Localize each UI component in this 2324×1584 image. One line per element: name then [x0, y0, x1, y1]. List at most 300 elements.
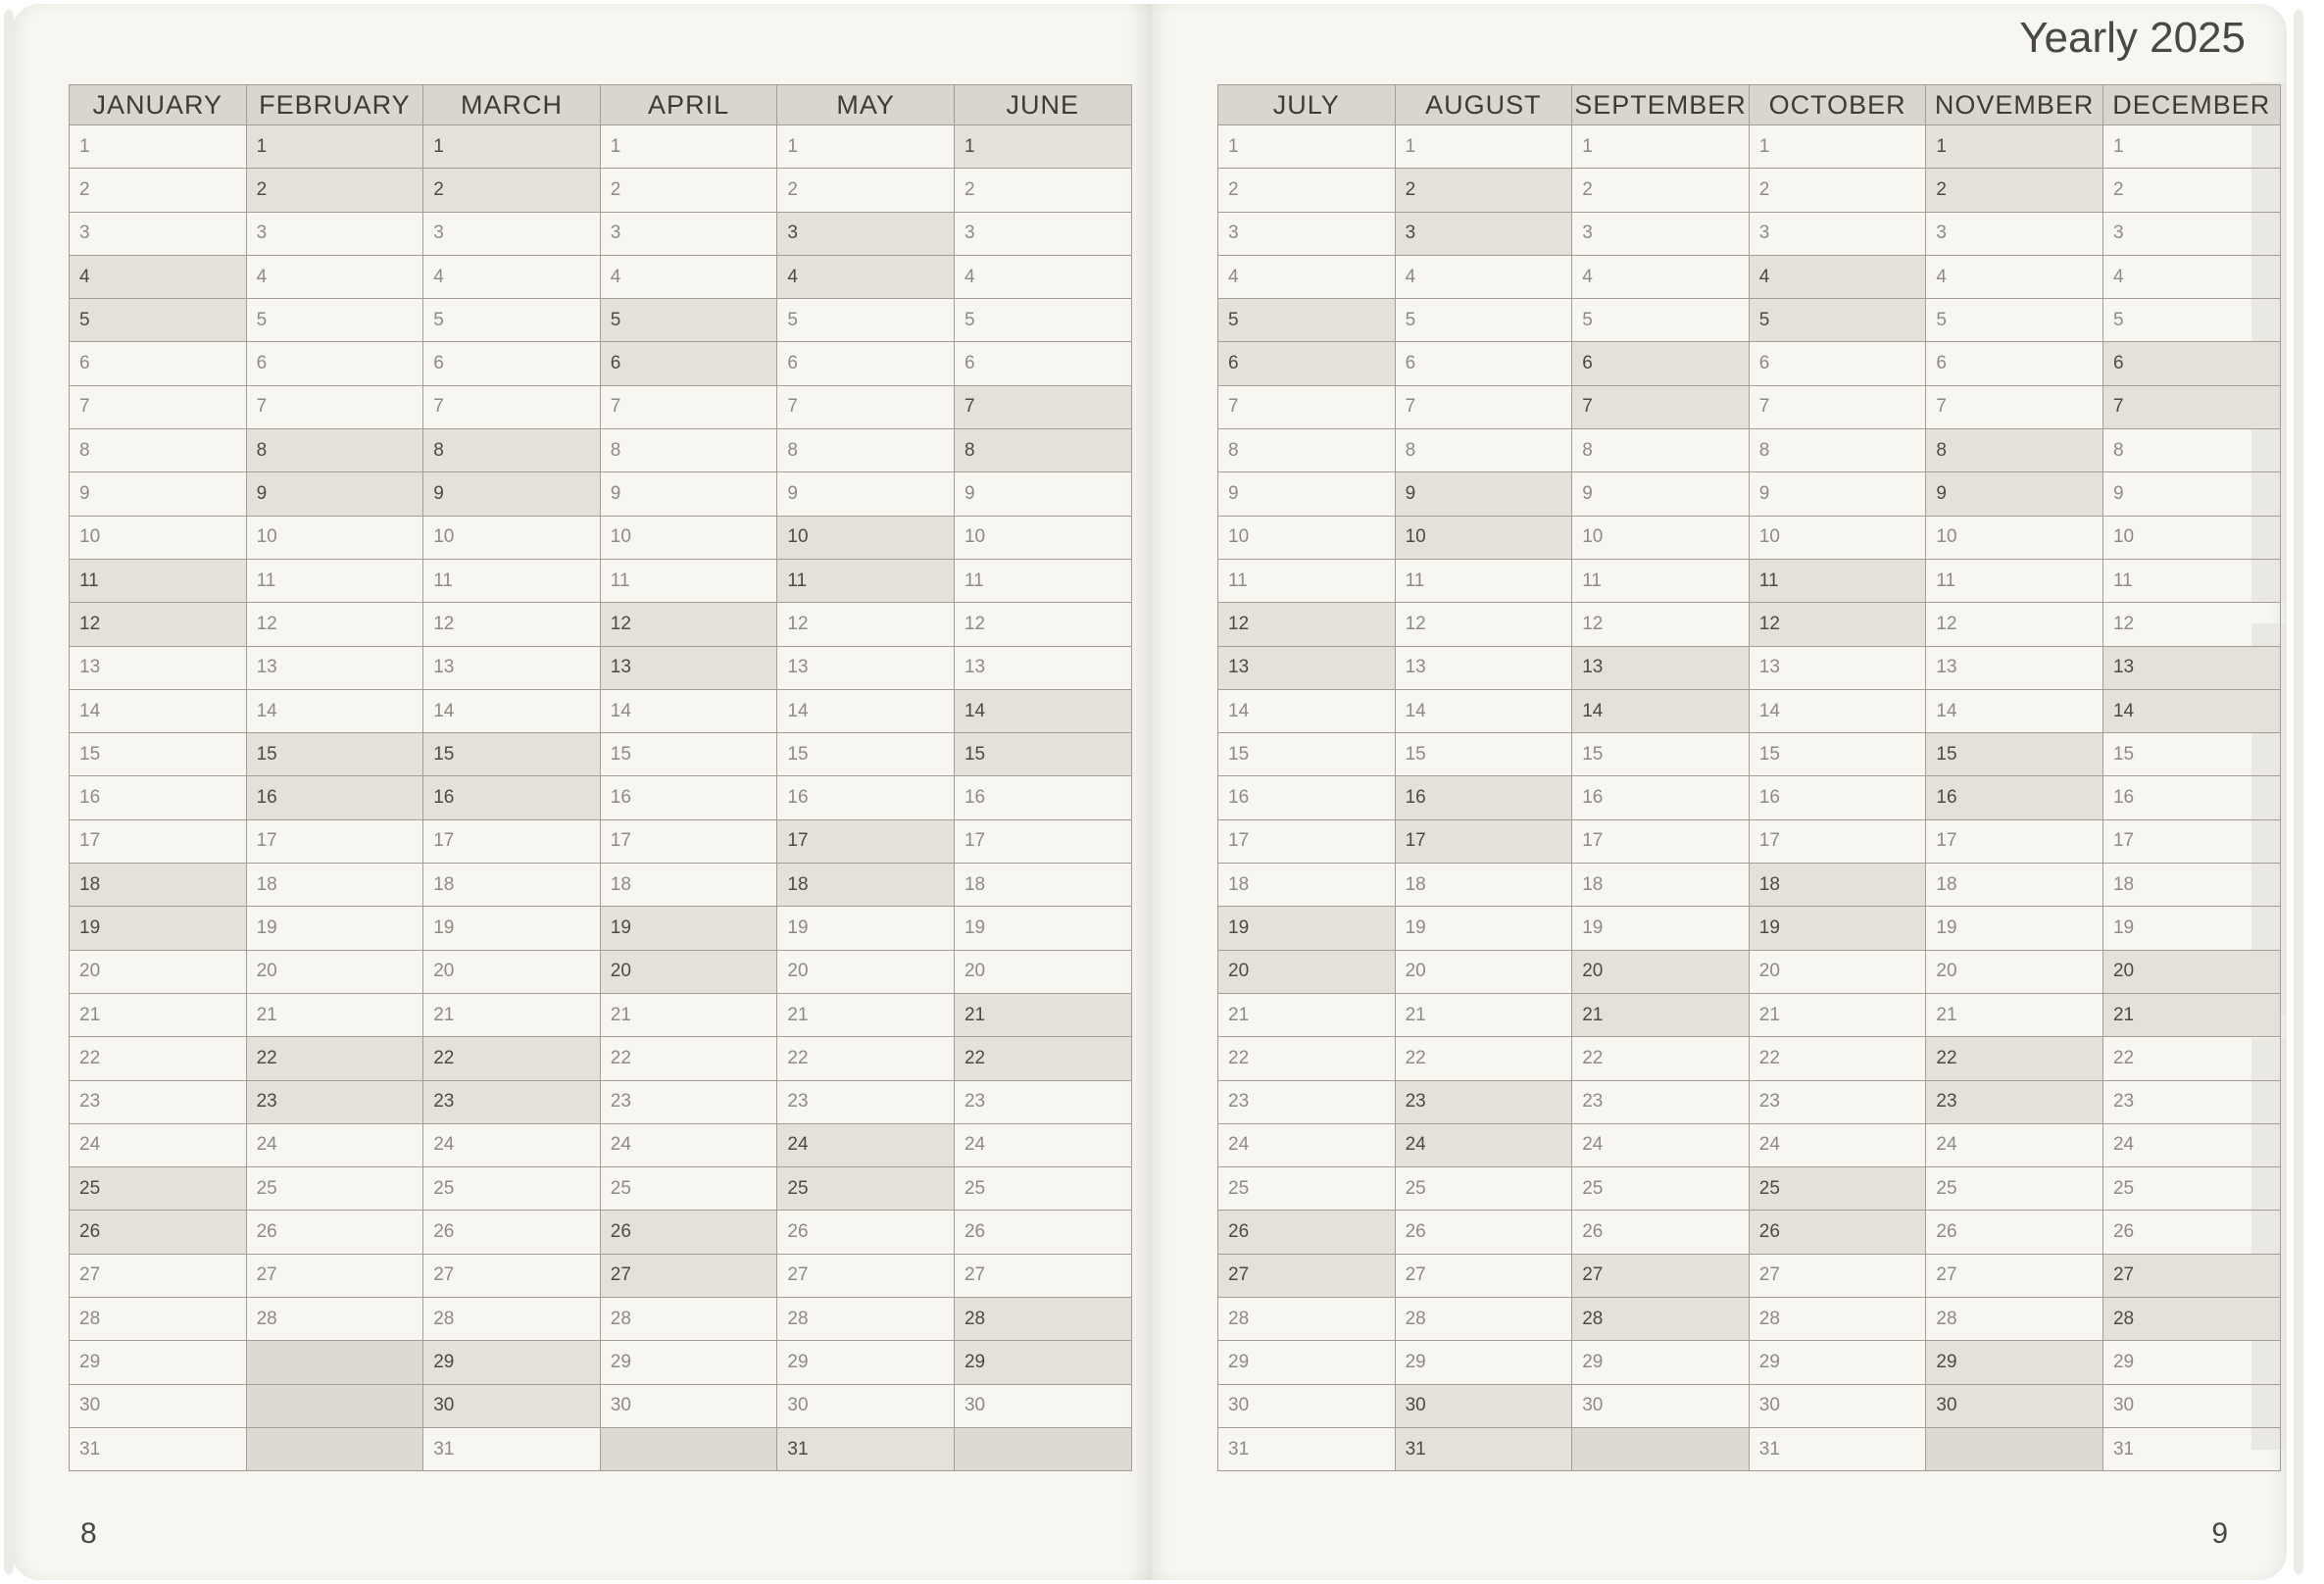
day-cell-august-12[interactable]: 12	[1395, 603, 1572, 646]
day-cell-march-27[interactable]: 27	[423, 1254, 601, 1297]
day-cell-november-17[interactable]: 17	[1926, 819, 2103, 863]
day-cell-april-13[interactable]: 13	[600, 646, 777, 689]
day-cell-september-26[interactable]: 26	[1572, 1211, 1750, 1254]
day-cell-november-11[interactable]: 11	[1926, 559, 2103, 602]
day-cell-december-29[interactable]: 29	[2102, 1341, 2280, 1384]
day-cell-november-16[interactable]: 16	[1926, 776, 2103, 819]
day-cell-august-2[interactable]: 2	[1395, 169, 1572, 212]
day-cell-august-11[interactable]: 11	[1395, 559, 1572, 602]
day-cell-may-22[interactable]: 22	[777, 1037, 955, 1080]
day-cell-november-25[interactable]: 25	[1926, 1167, 2103, 1211]
day-cell-april-17[interactable]: 17	[600, 819, 777, 863]
day-cell-february-24[interactable]: 24	[246, 1123, 423, 1166]
day-cell-may-4[interactable]: 4	[777, 255, 955, 298]
day-cell-july-4[interactable]: 4	[1218, 255, 1396, 298]
day-cell-may-19[interactable]: 19	[777, 907, 955, 950]
day-cell-august-29[interactable]: 29	[1395, 1341, 1572, 1384]
day-cell-may-23[interactable]: 23	[777, 1080, 955, 1123]
day-cell-december-4[interactable]: 4	[2102, 255, 2280, 298]
day-cell-july-6[interactable]: 6	[1218, 342, 1396, 385]
day-cell-january-21[interactable]: 21	[70, 993, 247, 1036]
day-cell-may-31[interactable]: 31	[777, 1427, 955, 1470]
day-cell-august-27[interactable]: 27	[1395, 1254, 1572, 1297]
day-cell-july-13[interactable]: 13	[1218, 646, 1396, 689]
day-cell-june-9[interactable]: 9	[954, 472, 1131, 516]
day-cell-january-13[interactable]: 13	[70, 646, 247, 689]
day-cell-september-12[interactable]: 12	[1572, 603, 1750, 646]
day-cell-september-19[interactable]: 19	[1572, 907, 1750, 950]
day-cell-april-30[interactable]: 30	[600, 1384, 777, 1427]
day-cell-february-3[interactable]: 3	[246, 212, 423, 255]
day-cell-march-19[interactable]: 19	[423, 907, 601, 950]
day-cell-may-25[interactable]: 25	[777, 1167, 955, 1211]
day-cell-march-18[interactable]: 18	[423, 864, 601, 907]
day-cell-january-6[interactable]: 6	[70, 342, 247, 385]
day-cell-july-9[interactable]: 9	[1218, 472, 1396, 516]
day-cell-july-31[interactable]: 31	[1218, 1427, 1396, 1470]
day-cell-august-7[interactable]: 7	[1395, 385, 1572, 428]
day-cell-february-27[interactable]: 27	[246, 1254, 423, 1297]
day-cell-may-12[interactable]: 12	[777, 603, 955, 646]
day-cell-january-15[interactable]: 15	[70, 733, 247, 776]
day-cell-october-1[interactable]: 1	[1749, 125, 1926, 169]
day-cell-july-14[interactable]: 14	[1218, 689, 1396, 732]
day-cell-january-3[interactable]: 3	[70, 212, 247, 255]
day-cell-december-7[interactable]: 7	[2102, 385, 2280, 428]
day-cell-july-18[interactable]: 18	[1218, 864, 1396, 907]
day-cell-january-26[interactable]: 26	[70, 1211, 247, 1254]
day-cell-march-16[interactable]: 16	[423, 776, 601, 819]
day-cell-april-15[interactable]: 15	[600, 733, 777, 776]
day-cell-may-17[interactable]: 17	[777, 819, 955, 863]
day-cell-december-15[interactable]: 15	[2102, 733, 2280, 776]
day-cell-july-15[interactable]: 15	[1218, 733, 1396, 776]
day-cell-may-14[interactable]: 14	[777, 689, 955, 732]
day-cell-may-24[interactable]: 24	[777, 1123, 955, 1166]
day-cell-january-2[interactable]: 2	[70, 169, 247, 212]
day-cell-june-11[interactable]: 11	[954, 559, 1131, 602]
day-cell-february-6[interactable]: 6	[246, 342, 423, 385]
day-cell-april-8[interactable]: 8	[600, 429, 777, 472]
day-cell-may-18[interactable]: 18	[777, 864, 955, 907]
day-cell-june-15[interactable]: 15	[954, 733, 1131, 776]
day-cell-march-24[interactable]: 24	[423, 1123, 601, 1166]
day-cell-february-4[interactable]: 4	[246, 255, 423, 298]
day-cell-february-16[interactable]: 16	[246, 776, 423, 819]
day-cell-december-11[interactable]: 11	[2102, 559, 2280, 602]
day-cell-november-24[interactable]: 24	[1926, 1123, 2103, 1166]
day-cell-september-2[interactable]: 2	[1572, 169, 1750, 212]
day-cell-july-2[interactable]: 2	[1218, 169, 1396, 212]
day-cell-january-18[interactable]: 18	[70, 864, 247, 907]
day-cell-october-17[interactable]: 17	[1749, 819, 1926, 863]
day-cell-november-1[interactable]: 1	[1926, 125, 2103, 169]
day-cell-june-29[interactable]: 29	[954, 1341, 1131, 1384]
day-cell-october-2[interactable]: 2	[1749, 169, 1926, 212]
day-cell-july-7[interactable]: 7	[1218, 385, 1396, 428]
day-cell-april-19[interactable]: 19	[600, 907, 777, 950]
day-cell-april-18[interactable]: 18	[600, 864, 777, 907]
day-cell-july-17[interactable]: 17	[1218, 819, 1396, 863]
day-cell-august-25[interactable]: 25	[1395, 1167, 1572, 1211]
day-cell-april-25[interactable]: 25	[600, 1167, 777, 1211]
day-cell-april-23[interactable]: 23	[600, 1080, 777, 1123]
day-cell-december-5[interactable]: 5	[2102, 299, 2280, 342]
day-cell-march-9[interactable]: 9	[423, 472, 601, 516]
day-cell-august-16[interactable]: 16	[1395, 776, 1572, 819]
day-cell-march-23[interactable]: 23	[423, 1080, 601, 1123]
day-cell-june-12[interactable]: 12	[954, 603, 1131, 646]
day-cell-november-22[interactable]: 22	[1926, 1037, 2103, 1080]
day-cell-march-31[interactable]: 31	[423, 1427, 601, 1470]
day-cell-march-28[interactable]: 28	[423, 1298, 601, 1341]
day-cell-december-14[interactable]: 14	[2102, 689, 2280, 732]
day-cell-july-20[interactable]: 20	[1218, 950, 1396, 993]
day-cell-august-4[interactable]: 4	[1395, 255, 1572, 298]
day-cell-december-30[interactable]: 30	[2102, 1384, 2280, 1427]
day-cell-may-27[interactable]: 27	[777, 1254, 955, 1297]
day-cell-january-5[interactable]: 5	[70, 299, 247, 342]
day-cell-march-29[interactable]: 29	[423, 1341, 601, 1384]
day-cell-october-12[interactable]: 12	[1749, 603, 1926, 646]
day-cell-december-23[interactable]: 23	[2102, 1080, 2280, 1123]
day-cell-march-25[interactable]: 25	[423, 1167, 601, 1211]
day-cell-november-7[interactable]: 7	[1926, 385, 2103, 428]
day-cell-july-5[interactable]: 5	[1218, 299, 1396, 342]
day-cell-december-13[interactable]: 13	[2102, 646, 2280, 689]
day-cell-june-1[interactable]: 1	[954, 125, 1131, 169]
day-cell-june-13[interactable]: 13	[954, 646, 1131, 689]
day-cell-february-9[interactable]: 9	[246, 472, 423, 516]
day-cell-june-22[interactable]: 22	[954, 1037, 1131, 1080]
day-cell-december-27[interactable]: 27	[2102, 1254, 2280, 1297]
day-cell-july-28[interactable]: 28	[1218, 1298, 1396, 1341]
day-cell-february-14[interactable]: 14	[246, 689, 423, 732]
day-cell-october-31[interactable]: 31	[1749, 1427, 1926, 1470]
day-cell-january-17[interactable]: 17	[70, 819, 247, 863]
day-cell-june-8[interactable]: 8	[954, 429, 1131, 472]
day-cell-may-16[interactable]: 16	[777, 776, 955, 819]
day-cell-october-15[interactable]: 15	[1749, 733, 1926, 776]
day-cell-march-4[interactable]: 4	[423, 255, 601, 298]
day-cell-december-22[interactable]: 22	[2102, 1037, 2280, 1080]
day-cell-january-19[interactable]: 19	[70, 907, 247, 950]
day-cell-july-19[interactable]: 19	[1218, 907, 1396, 950]
day-cell-july-22[interactable]: 22	[1218, 1037, 1396, 1080]
day-cell-may-10[interactable]: 10	[777, 516, 955, 559]
day-cell-july-21[interactable]: 21	[1218, 993, 1396, 1036]
day-cell-april-28[interactable]: 28	[600, 1298, 777, 1341]
day-cell-march-8[interactable]: 8	[423, 429, 601, 472]
day-cell-july-25[interactable]: 25	[1218, 1167, 1396, 1211]
day-cell-february-5[interactable]: 5	[246, 299, 423, 342]
day-cell-august-26[interactable]: 26	[1395, 1211, 1572, 1254]
day-cell-july-11[interactable]: 11	[1218, 559, 1396, 602]
day-cell-october-14[interactable]: 14	[1749, 689, 1926, 732]
day-cell-october-29[interactable]: 29	[1749, 1341, 1926, 1384]
day-cell-january-27[interactable]: 27	[70, 1254, 247, 1297]
day-cell-may-11[interactable]: 11	[777, 559, 955, 602]
day-cell-april-11[interactable]: 11	[600, 559, 777, 602]
day-cell-january-22[interactable]: 22	[70, 1037, 247, 1080]
day-cell-december-25[interactable]: 25	[2102, 1167, 2280, 1211]
day-cell-september-15[interactable]: 15	[1572, 733, 1750, 776]
day-cell-may-20[interactable]: 20	[777, 950, 955, 993]
day-cell-december-3[interactable]: 3	[2102, 212, 2280, 255]
day-cell-december-1[interactable]: 1	[2102, 125, 2280, 169]
day-cell-august-8[interactable]: 8	[1395, 429, 1572, 472]
day-cell-november-21[interactable]: 21	[1926, 993, 2103, 1036]
day-cell-june-27[interactable]: 27	[954, 1254, 1131, 1297]
day-cell-january-24[interactable]: 24	[70, 1123, 247, 1166]
day-cell-january-31[interactable]: 31	[70, 1427, 247, 1470]
day-cell-march-30[interactable]: 30	[423, 1384, 601, 1427]
day-cell-november-18[interactable]: 18	[1926, 864, 2103, 907]
day-cell-february-26[interactable]: 26	[246, 1211, 423, 1254]
day-cell-january-1[interactable]: 1	[70, 125, 247, 169]
day-cell-june-17[interactable]: 17	[954, 819, 1131, 863]
day-cell-march-12[interactable]: 12	[423, 603, 601, 646]
day-cell-january-20[interactable]: 20	[70, 950, 247, 993]
day-cell-september-29[interactable]: 29	[1572, 1341, 1750, 1384]
day-cell-july-24[interactable]: 24	[1218, 1123, 1396, 1166]
day-cell-october-8[interactable]: 8	[1749, 429, 1926, 472]
day-cell-august-17[interactable]: 17	[1395, 819, 1572, 863]
day-cell-december-8[interactable]: 8	[2102, 429, 2280, 472]
day-cell-august-22[interactable]: 22	[1395, 1037, 1572, 1080]
day-cell-march-3[interactable]: 3	[423, 212, 601, 255]
day-cell-may-5[interactable]: 5	[777, 299, 955, 342]
day-cell-june-14[interactable]: 14	[954, 689, 1131, 732]
day-cell-february-17[interactable]: 17	[246, 819, 423, 863]
day-cell-august-18[interactable]: 18	[1395, 864, 1572, 907]
day-cell-november-15[interactable]: 15	[1926, 733, 2103, 776]
day-cell-october-11[interactable]: 11	[1749, 559, 1926, 602]
day-cell-july-26[interactable]: 26	[1218, 1211, 1396, 1254]
day-cell-december-31[interactable]: 31	[2102, 1427, 2280, 1470]
day-cell-december-10[interactable]: 10	[2102, 516, 2280, 559]
day-cell-march-17[interactable]: 17	[423, 819, 601, 863]
day-cell-december-6[interactable]: 6	[2102, 342, 2280, 385]
day-cell-april-14[interactable]: 14	[600, 689, 777, 732]
day-cell-december-16[interactable]: 16	[2102, 776, 2280, 819]
day-cell-may-9[interactable]: 9	[777, 472, 955, 516]
day-cell-september-5[interactable]: 5	[1572, 299, 1750, 342]
day-cell-september-6[interactable]: 6	[1572, 342, 1750, 385]
day-cell-august-28[interactable]: 28	[1395, 1298, 1572, 1341]
day-cell-october-19[interactable]: 19	[1749, 907, 1926, 950]
day-cell-january-30[interactable]: 30	[70, 1384, 247, 1427]
day-cell-september-10[interactable]: 10	[1572, 516, 1750, 559]
day-cell-february-21[interactable]: 21	[246, 993, 423, 1036]
day-cell-june-26[interactable]: 26	[954, 1211, 1131, 1254]
day-cell-october-27[interactable]: 27	[1749, 1254, 1926, 1297]
day-cell-june-19[interactable]: 19	[954, 907, 1131, 950]
day-cell-july-27[interactable]: 27	[1218, 1254, 1396, 1297]
day-cell-january-28[interactable]: 28	[70, 1298, 247, 1341]
day-cell-october-23[interactable]: 23	[1749, 1080, 1926, 1123]
day-cell-october-16[interactable]: 16	[1749, 776, 1926, 819]
day-cell-october-13[interactable]: 13	[1749, 646, 1926, 689]
day-cell-june-3[interactable]: 3	[954, 212, 1131, 255]
day-cell-february-23[interactable]: 23	[246, 1080, 423, 1123]
day-cell-april-27[interactable]: 27	[600, 1254, 777, 1297]
day-cell-december-12[interactable]: 12	[2102, 603, 2280, 646]
day-cell-september-3[interactable]: 3	[1572, 212, 1750, 255]
day-cell-august-1[interactable]: 1	[1395, 125, 1572, 169]
day-cell-august-23[interactable]: 23	[1395, 1080, 1572, 1123]
day-cell-december-9[interactable]: 9	[2102, 472, 2280, 516]
day-cell-january-9[interactable]: 9	[70, 472, 247, 516]
day-cell-february-13[interactable]: 13	[246, 646, 423, 689]
day-cell-february-25[interactable]: 25	[246, 1167, 423, 1211]
day-cell-september-21[interactable]: 21	[1572, 993, 1750, 1036]
day-cell-october-4[interactable]: 4	[1749, 255, 1926, 298]
day-cell-february-15[interactable]: 15	[246, 733, 423, 776]
day-cell-march-5[interactable]: 5	[423, 299, 601, 342]
day-cell-november-12[interactable]: 12	[1926, 603, 2103, 646]
day-cell-september-11[interactable]: 11	[1572, 559, 1750, 602]
day-cell-october-26[interactable]: 26	[1749, 1211, 1926, 1254]
day-cell-march-2[interactable]: 2	[423, 169, 601, 212]
day-cell-april-6[interactable]: 6	[600, 342, 777, 385]
day-cell-october-7[interactable]: 7	[1749, 385, 1926, 428]
day-cell-november-20[interactable]: 20	[1926, 950, 2103, 993]
day-cell-june-4[interactable]: 4	[954, 255, 1131, 298]
day-cell-february-1[interactable]: 1	[246, 125, 423, 169]
day-cell-december-17[interactable]: 17	[2102, 819, 2280, 863]
day-cell-july-23[interactable]: 23	[1218, 1080, 1396, 1123]
day-cell-november-9[interactable]: 9	[1926, 472, 2103, 516]
day-cell-may-29[interactable]: 29	[777, 1341, 955, 1384]
day-cell-june-28[interactable]: 28	[954, 1298, 1131, 1341]
day-cell-june-24[interactable]: 24	[954, 1123, 1131, 1166]
day-cell-december-20[interactable]: 20	[2102, 950, 2280, 993]
day-cell-march-20[interactable]: 20	[423, 950, 601, 993]
day-cell-february-22[interactable]: 22	[246, 1037, 423, 1080]
day-cell-june-7[interactable]: 7	[954, 385, 1131, 428]
day-cell-july-29[interactable]: 29	[1218, 1341, 1396, 1384]
day-cell-august-14[interactable]: 14	[1395, 689, 1572, 732]
day-cell-november-6[interactable]: 6	[1926, 342, 2103, 385]
day-cell-march-6[interactable]: 6	[423, 342, 601, 385]
day-cell-july-3[interactable]: 3	[1218, 212, 1396, 255]
day-cell-august-13[interactable]: 13	[1395, 646, 1572, 689]
day-cell-september-16[interactable]: 16	[1572, 776, 1750, 819]
day-cell-april-20[interactable]: 20	[600, 950, 777, 993]
day-cell-december-21[interactable]: 21	[2102, 993, 2280, 1036]
day-cell-august-9[interactable]: 9	[1395, 472, 1572, 516]
day-cell-february-11[interactable]: 11	[246, 559, 423, 602]
day-cell-april-5[interactable]: 5	[600, 299, 777, 342]
day-cell-september-1[interactable]: 1	[1572, 125, 1750, 169]
day-cell-may-3[interactable]: 3	[777, 212, 955, 255]
day-cell-september-28[interactable]: 28	[1572, 1298, 1750, 1341]
day-cell-july-16[interactable]: 16	[1218, 776, 1396, 819]
day-cell-april-29[interactable]: 29	[600, 1341, 777, 1384]
day-cell-september-27[interactable]: 27	[1572, 1254, 1750, 1297]
day-cell-october-28[interactable]: 28	[1749, 1298, 1926, 1341]
day-cell-may-13[interactable]: 13	[777, 646, 955, 689]
day-cell-november-3[interactable]: 3	[1926, 212, 2103, 255]
day-cell-september-24[interactable]: 24	[1572, 1123, 1750, 1166]
day-cell-october-21[interactable]: 21	[1749, 993, 1926, 1036]
day-cell-february-2[interactable]: 2	[246, 169, 423, 212]
day-cell-april-2[interactable]: 2	[600, 169, 777, 212]
day-cell-november-13[interactable]: 13	[1926, 646, 2103, 689]
day-cell-november-8[interactable]: 8	[1926, 429, 2103, 472]
day-cell-january-8[interactable]: 8	[70, 429, 247, 472]
day-cell-september-25[interactable]: 25	[1572, 1167, 1750, 1211]
day-cell-april-7[interactable]: 7	[600, 385, 777, 428]
day-cell-june-21[interactable]: 21	[954, 993, 1131, 1036]
day-cell-july-1[interactable]: 1	[1218, 125, 1396, 169]
day-cell-june-10[interactable]: 10	[954, 516, 1131, 559]
day-cell-june-6[interactable]: 6	[954, 342, 1131, 385]
day-cell-april-22[interactable]: 22	[600, 1037, 777, 1080]
day-cell-september-9[interactable]: 9	[1572, 472, 1750, 516]
day-cell-september-23[interactable]: 23	[1572, 1080, 1750, 1123]
day-cell-december-19[interactable]: 19	[2102, 907, 2280, 950]
day-cell-february-12[interactable]: 12	[246, 603, 423, 646]
day-cell-april-26[interactable]: 26	[600, 1211, 777, 1254]
day-cell-march-26[interactable]: 26	[423, 1211, 601, 1254]
day-cell-may-6[interactable]: 6	[777, 342, 955, 385]
day-cell-december-28[interactable]: 28	[2102, 1298, 2280, 1341]
day-cell-march-21[interactable]: 21	[423, 993, 601, 1036]
day-cell-august-6[interactable]: 6	[1395, 342, 1572, 385]
day-cell-august-21[interactable]: 21	[1395, 993, 1572, 1036]
day-cell-march-7[interactable]: 7	[423, 385, 601, 428]
day-cell-september-20[interactable]: 20	[1572, 950, 1750, 993]
day-cell-april-9[interactable]: 9	[600, 472, 777, 516]
day-cell-october-25[interactable]: 25	[1749, 1167, 1926, 1211]
day-cell-january-11[interactable]: 11	[70, 559, 247, 602]
day-cell-september-4[interactable]: 4	[1572, 255, 1750, 298]
day-cell-february-7[interactable]: 7	[246, 385, 423, 428]
day-cell-march-10[interactable]: 10	[423, 516, 601, 559]
day-cell-february-8[interactable]: 8	[246, 429, 423, 472]
day-cell-april-12[interactable]: 12	[600, 603, 777, 646]
day-cell-july-10[interactable]: 10	[1218, 516, 1396, 559]
day-cell-february-19[interactable]: 19	[246, 907, 423, 950]
day-cell-november-29[interactable]: 29	[1926, 1341, 2103, 1384]
day-cell-february-18[interactable]: 18	[246, 864, 423, 907]
day-cell-may-28[interactable]: 28	[777, 1298, 955, 1341]
day-cell-february-28[interactable]: 28	[246, 1298, 423, 1341]
day-cell-april-21[interactable]: 21	[600, 993, 777, 1036]
day-cell-january-12[interactable]: 12	[70, 603, 247, 646]
day-cell-september-7[interactable]: 7	[1572, 385, 1750, 428]
day-cell-october-30[interactable]: 30	[1749, 1384, 1926, 1427]
day-cell-august-24[interactable]: 24	[1395, 1123, 1572, 1166]
day-cell-june-18[interactable]: 18	[954, 864, 1131, 907]
day-cell-september-22[interactable]: 22	[1572, 1037, 1750, 1080]
day-cell-october-24[interactable]: 24	[1749, 1123, 1926, 1166]
day-cell-august-3[interactable]: 3	[1395, 212, 1572, 255]
day-cell-june-5[interactable]: 5	[954, 299, 1131, 342]
day-cell-november-23[interactable]: 23	[1926, 1080, 2103, 1123]
day-cell-march-1[interactable]: 1	[423, 125, 601, 169]
day-cell-october-18[interactable]: 18	[1749, 864, 1926, 907]
day-cell-september-8[interactable]: 8	[1572, 429, 1750, 472]
day-cell-may-21[interactable]: 21	[777, 993, 955, 1036]
day-cell-october-22[interactable]: 22	[1749, 1037, 1926, 1080]
day-cell-march-15[interactable]: 15	[423, 733, 601, 776]
day-cell-april-3[interactable]: 3	[600, 212, 777, 255]
day-cell-january-4[interactable]: 4	[70, 255, 247, 298]
day-cell-november-27[interactable]: 27	[1926, 1254, 2103, 1297]
